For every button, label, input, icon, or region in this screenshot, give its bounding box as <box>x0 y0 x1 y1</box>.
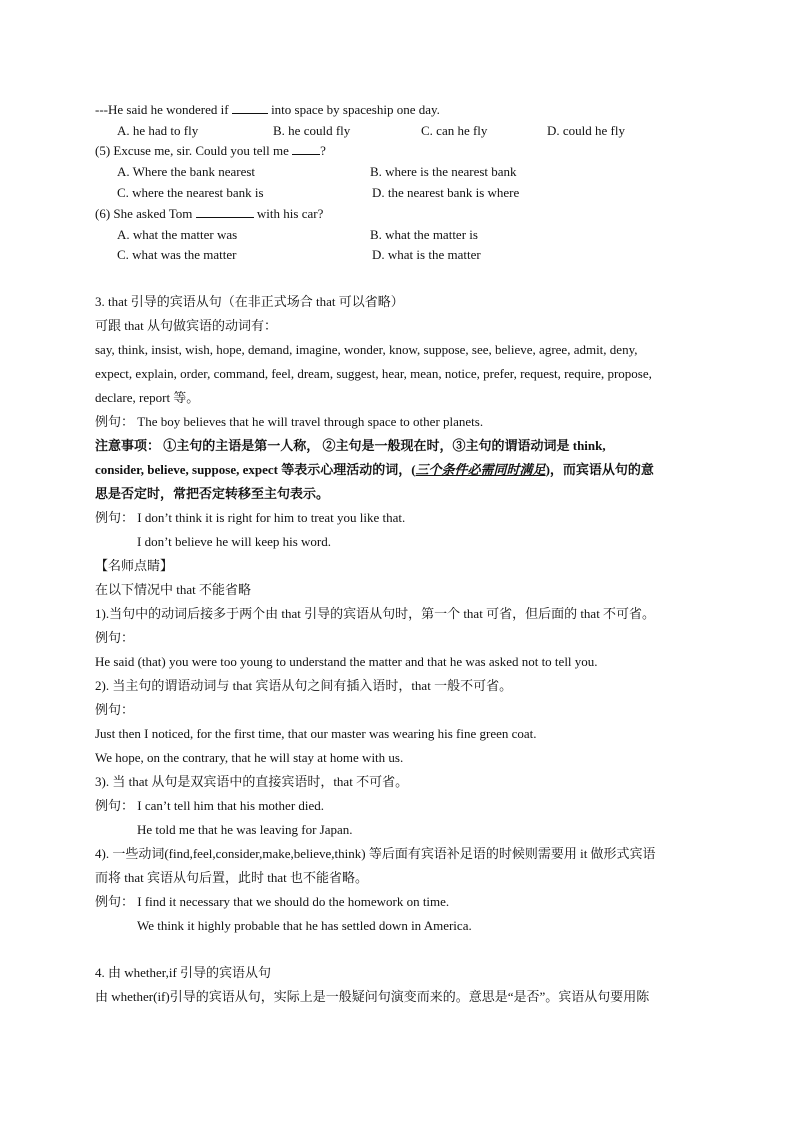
option-d: D. what is the matter <box>372 247 481 262</box>
option-a: A. he had to fly <box>117 123 199 138</box>
note-line-3: 思是否定时，常把否定转移至主句表示。 <box>95 486 330 501</box>
example-sentence: We think it highly probable that he has settled down in America. <box>137 918 472 933</box>
example-sentence: 例句： I can’t tell him that his mother died. <box>95 798 325 813</box>
answer-blank <box>292 142 320 155</box>
stem-text: into space by spaceship one day. <box>267 102 440 117</box>
example-sentence: I don’t believe he will keep his word. <box>137 534 331 549</box>
note-line-1: 注意事项： ①主句的主语是第一人称， ②主句是一般现在时，③主句的谓语动词是 think, <box>95 438 606 453</box>
note-line-2 <box>95 460 654 480</box>
option-a: A. what the matter was <box>117 227 238 242</box>
question-4-stem <box>95 100 440 120</box>
example-sentence: Just then I noticed, for the first time, that our master was wearing his fine green coat. <box>95 726 537 741</box>
note-text: consider, believe, suppose, expect 等表示心理活动的词，( <box>95 462 416 477</box>
section-3-heading: 3. that 引导的宾语从句（在非正式场合 that 可以省略） <box>95 294 404 309</box>
option-c: C. can he fly <box>421 123 488 138</box>
stem-text: with his car? <box>253 206 324 221</box>
verbs-list-line-1: say, think, insist, wish, hope, demand, imagine, wonder, know, suppose, see, believe, agree, admit, deny, <box>95 342 638 357</box>
stem-text: ---He said he wondered if <box>95 102 232 117</box>
case-2: 2). 当主句的谓语动词与 that 宾语从句之间有插入语时，that 一般不可省。 <box>95 678 513 693</box>
answer-blank <box>232 101 268 114</box>
stem-text: (6) She asked Tom <box>95 206 196 221</box>
verbs-list-line-2: expect, explain, order, command, feel, dream, suggest, hear, mean, notice, prefer, request, require, propose, <box>95 366 652 381</box>
option-b: B. where is the nearest bank <box>370 164 517 179</box>
section-4-line-1: 由 whether(if)引导的宾语从句，实际上是一般疑问句演变而来的。意思是“是否”。宾语从句要用陈 <box>95 989 650 1004</box>
case-3: 3). 当 that 从句是双宾语中的直接宾语时，that 不可省。 <box>95 774 409 789</box>
example-sentence: 例句： I find it necessary that we should do the homework on time. <box>95 894 450 909</box>
option-b: B. what the matter is <box>370 227 478 242</box>
example-sentence: We hope, on the contrary, that he will stay at home with us. <box>95 750 404 765</box>
tip-intro: 在以下情况中 that 不能省略 <box>95 582 251 597</box>
example-sentence: 例句： I don’t think it is right for him to treat you like that. <box>95 510 406 525</box>
case-4-line-1: 4). 一些动词(find,feel,consider,make,believe,think) 等后面有宾语补足语的时候则需要用 it 做形式宾语 <box>95 846 656 861</box>
stem-text: (5) Excuse me, sir. Could you tell me <box>95 143 293 158</box>
example-sentence: 例句： The boy believes that he will travel through space to other planets. <box>95 414 484 429</box>
example-sentence: He said (that) you were too young to understand the matter and that he was asked not to tell you. <box>95 654 598 669</box>
verbs-intro: 可跟 that 从句做宾语的动词有： <box>95 318 277 333</box>
example-label: 例句： <box>95 702 135 717</box>
question-6-stem <box>95 204 323 224</box>
example-sentence: He told me that he was leaving for Japan. <box>137 822 353 837</box>
option-c: C. where the nearest bank is <box>117 185 264 200</box>
case-4-line-2: 而将 that 宾语从句后置，此时 that 也不能省略。 <box>95 870 368 885</box>
option-b: B. he could fly <box>273 123 351 138</box>
verbs-list-line-3: declare, report 等。 <box>95 390 200 405</box>
option-d: D. the nearest bank is where <box>372 185 520 200</box>
example-label: 例句： <box>95 630 135 645</box>
option-a: A. Where the bank nearest <box>117 164 256 179</box>
answer-blank <box>196 205 254 218</box>
option-d: D. could he fly <box>547 123 625 138</box>
tip-title: 【名师点睛】 <box>95 558 174 573</box>
stem-text: ? <box>320 143 326 158</box>
question-5-stem <box>95 141 326 161</box>
option-c: C. what was the matter <box>117 247 237 262</box>
note-text: )，而宾语从句的意 <box>545 462 654 477</box>
note-underlined-text: 三个条件必需同时满足 <box>415 462 546 477</box>
case-1: 1).当句中的动词后接多于两个由 that 引导的宾语从句时，第一个 that 可省，但后面的 that 不可省。 <box>95 606 656 621</box>
section-4-heading: 4. 由 whether,if 引导的宾语从句 <box>95 965 272 980</box>
